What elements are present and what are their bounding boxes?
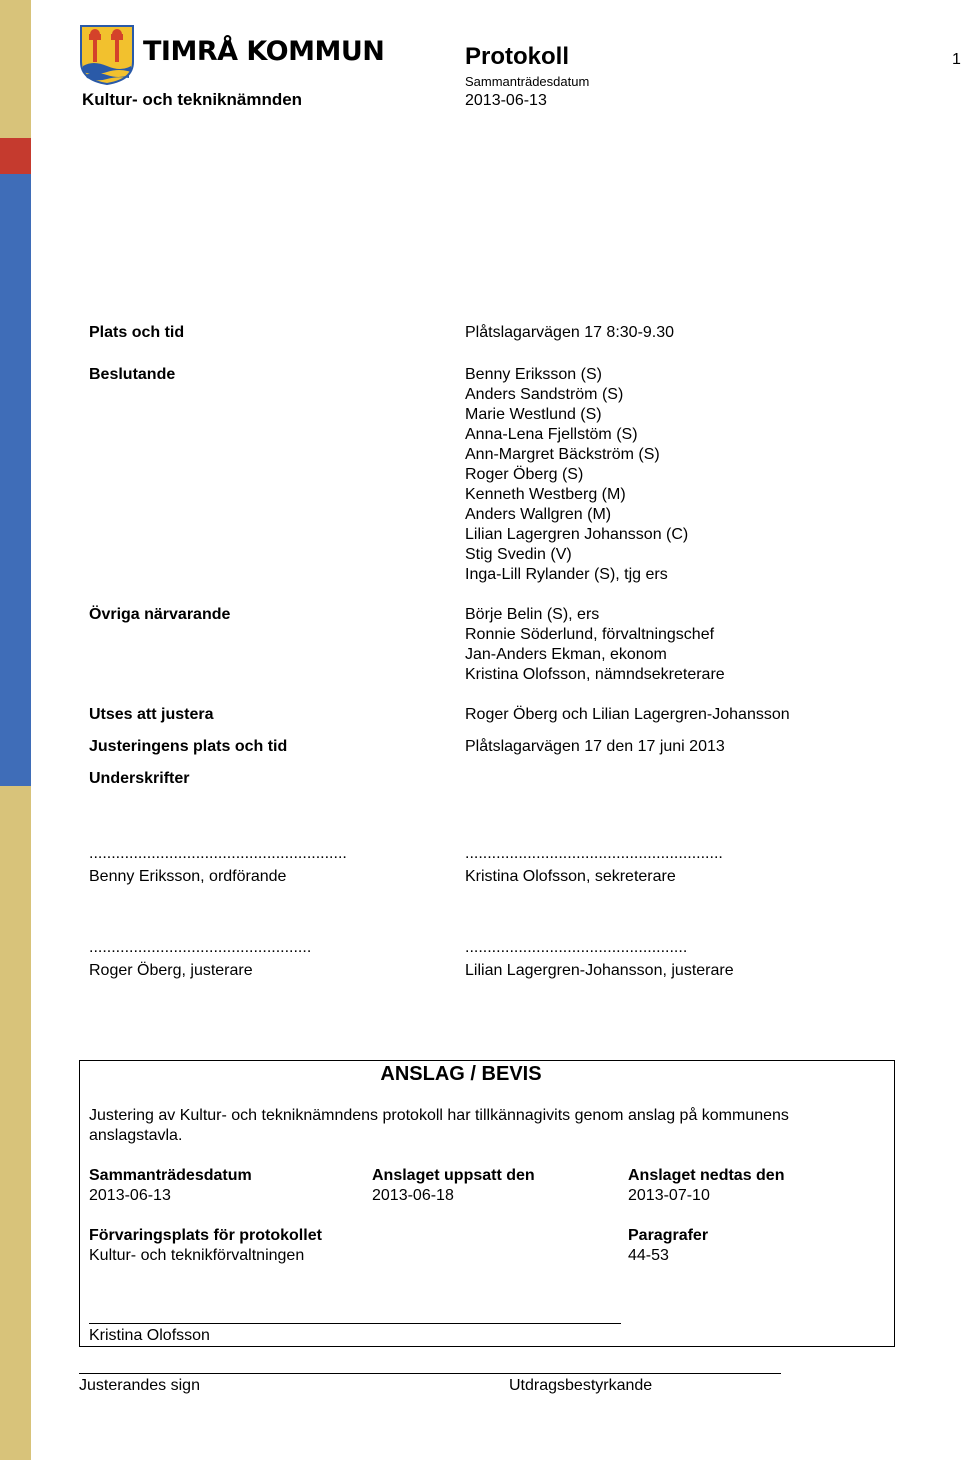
date-label: Sammanträdesdatum: [465, 74, 590, 89]
notice-posted-date: 2013-06-18: [372, 1187, 454, 1204]
notice-text: Justering av Kultur- och tekniknämndens protokoll har tillkännagivits genom anslag på kommunens anslagstavla.: [89, 1107, 789, 1144]
notice-title: ANSLAG / BEVIS: [380, 1063, 542, 1085]
list-item: Ann-Margret Bäckström (S): [465, 446, 660, 463]
list-item: Lilian Lagergren Johansson (C): [465, 526, 689, 543]
list-item: Kenneth Westberg (M): [465, 486, 626, 503]
notice-signature-line: [89, 1323, 621, 1324]
notice-posted-label: Anslaget uppsatt den: [372, 1167, 535, 1184]
signature-name: Kristina Olofsson, sekreterare: [465, 868, 676, 885]
storage-value: Kultur- och teknikförvaltningen: [89, 1247, 305, 1264]
municipality-logo: [79, 24, 385, 91]
footer-left: Justerandes sign: [79, 1377, 200, 1394]
signature-name: Roger Öberg, justerare: [89, 962, 253, 979]
footer-right: Utdragsbestyrkande: [509, 1377, 653, 1394]
stripe-blue: [0, 174, 31, 786]
others-list: [465, 605, 725, 685]
list-item: Inga-Lill Rylander (S), tjg ers: [465, 566, 668, 583]
place-label: Plats och tid: [89, 324, 185, 341]
list-item: Jan-Anders Ekman, ekonom: [465, 646, 667, 663]
committee-name: Kultur- och tekniknämnden: [82, 90, 303, 109]
notice-box: [79, 1060, 895, 1347]
notice-meeting-date: 2013-06-13: [89, 1187, 171, 1204]
notice-signer: Kristina Olofsson: [89, 1327, 210, 1344]
coat-of-arms-icon: [79, 24, 135, 86]
list-item: Kristina Olofsson, nämndsekreterare: [465, 666, 725, 683]
adjust-label: Utses att justera: [89, 706, 214, 723]
stripe-red: [0, 138, 31, 174]
notice-removed-label: Anslaget nedtas den: [628, 1167, 785, 1184]
meeting-date: 2013-06-13: [465, 92, 547, 109]
signature-line: ..........................................................: [465, 845, 723, 862]
deciding-list: [465, 365, 688, 585]
list-item: Marie Westlund (S): [465, 406, 602, 423]
signature-line: ..................................................: [89, 939, 312, 956]
storage-label: Förvaringsplats för protokollet: [89, 1227, 322, 1244]
list-item: Ronnie Söderlund, förvaltningschef: [465, 626, 715, 643]
notice-meeting-date-label: Sammanträdesdatum: [89, 1167, 252, 1184]
document-title: Protokoll: [465, 43, 570, 70]
adjust-value: Roger Öberg och Lilian Lagergren-Johansson: [465, 706, 790, 723]
signatures-label: Underskrifter: [89, 770, 190, 787]
list-item: Börje Belin (S), ers: [465, 606, 600, 623]
page-number: 1: [952, 51, 961, 68]
paragraphs-label: Paragrafer: [628, 1227, 709, 1244]
stripe-yellow-top: [0, 0, 31, 138]
notice-removed-date: 2013-07-10: [628, 1187, 710, 1204]
logo-text: TIMRÅ KOMMUN: [143, 36, 385, 67]
signature-line: ..................................................: [465, 939, 688, 956]
stripe-yellow-bottom: [0, 786, 31, 1460]
list-item: Benny Eriksson (S): [465, 366, 602, 383]
footer-line: [79, 1373, 781, 1374]
list-item: Anders Sandström (S): [465, 386, 624, 403]
signature-name: Benny Eriksson, ordförande: [89, 868, 287, 885]
adjust-place-value: Plåtslagarvägen 17 den 17 juni 2013: [465, 738, 725, 755]
others-label: Övriga närvarande: [89, 606, 231, 623]
place-value: Plåtslagarvägen 17 8:30-9.30: [465, 324, 675, 341]
deciding-label: Beslutande: [89, 366, 176, 383]
list-item: Anders Wallgren (M): [465, 506, 612, 523]
signature-name: Lilian Lagergren-Johansson, justerare: [465, 962, 734, 979]
list-item: Stig Svedin (V): [465, 546, 572, 563]
list-item: Roger Öberg (S): [465, 466, 584, 483]
signature-line: ..........................................................: [89, 845, 347, 862]
list-item: Anna-Lena Fjellstöm (S): [465, 426, 638, 443]
adjust-place-label: Justeringens plats och tid: [89, 738, 288, 755]
paragraphs-value: 44-53: [628, 1247, 669, 1264]
